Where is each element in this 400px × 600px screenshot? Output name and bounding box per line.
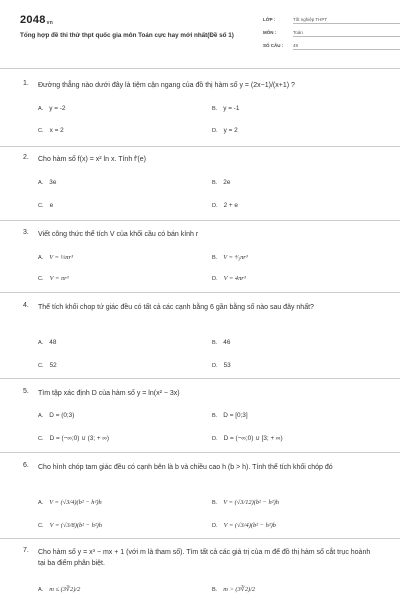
option-text: V = (√3/4)(b² − h²)h xyxy=(49,499,102,506)
option-text: V = πr³ xyxy=(49,275,69,282)
divider xyxy=(0,538,400,539)
option-text: x = 2 xyxy=(49,127,64,134)
option-text: V = (√3/8)(b² − h²)h xyxy=(49,522,103,529)
option-label: A. xyxy=(38,587,44,593)
option-text: D = [0;3] xyxy=(223,412,248,419)
option-b[interactable] xyxy=(212,499,279,506)
option-text: 3e xyxy=(49,179,57,186)
option-text: y = -1 xyxy=(223,105,240,112)
meta-value: Toán xyxy=(293,28,400,37)
option-label: D. xyxy=(212,523,218,529)
option-text: 52 xyxy=(49,362,57,369)
option-label: C. xyxy=(38,203,44,209)
option-text: 2 + e xyxy=(223,202,238,209)
option-text: e xyxy=(49,202,54,209)
option-text: V = 4πr³ xyxy=(223,275,246,282)
option-text: V = ⅓πr³ xyxy=(49,254,73,261)
option-text: 53 xyxy=(223,362,231,369)
option-text: V = (√3/4)(b² − h²)b xyxy=(223,522,277,529)
option-label: B. xyxy=(212,180,218,186)
meta-value: 49 xyxy=(293,41,400,50)
option-label: C. xyxy=(38,523,44,529)
divider xyxy=(0,68,400,69)
option-text: 48 xyxy=(49,339,57,346)
option-text: y = 2 xyxy=(223,127,238,134)
question-text: Cho hàm số f(x) = x² ln x. Tính f′(e) xyxy=(38,156,146,163)
option-label: D. xyxy=(212,128,218,134)
option-d[interactable] xyxy=(212,275,246,282)
option-label: A. xyxy=(38,180,44,186)
option-d[interactable] xyxy=(212,434,283,442)
option-label: B. xyxy=(212,413,218,419)
logo-suffix: vn xyxy=(46,20,54,26)
option-c[interactable] xyxy=(38,434,109,442)
meta-label: LỚP : xyxy=(263,17,276,22)
question-number: 4. xyxy=(23,302,29,309)
option-label: C. xyxy=(38,128,44,134)
option-b[interactable] xyxy=(212,339,230,346)
option-label: A. xyxy=(38,500,44,506)
option-c[interactable] xyxy=(38,202,53,209)
option-b[interactable] xyxy=(212,105,239,112)
option-text: D = (−∞;0) ∪ [3; + ∞) xyxy=(223,435,283,442)
option-label: C. xyxy=(38,436,44,442)
option-text: 2e xyxy=(223,179,231,186)
meta-value: Tốt nghiệp THPT xyxy=(293,15,400,24)
page-header xyxy=(10,0,390,60)
question-text: Viết công thức thể tích V của khối cầu có bán kính r xyxy=(38,231,199,238)
option-text: y = -2 xyxy=(49,105,66,112)
question-text: Cho hình chóp tam giác đều có cạnh bên là b và chiều cao h (b > h). Tính thể tích khối chóp đó xyxy=(38,464,333,471)
option-text: m > (3∛2)/2 xyxy=(223,586,256,593)
option-label: B. xyxy=(212,500,218,506)
option-c[interactable] xyxy=(38,127,64,134)
question-number: 6. xyxy=(23,462,29,469)
option-b[interactable] xyxy=(212,412,248,419)
option-label: B. xyxy=(212,340,218,346)
option-a[interactable] xyxy=(38,585,80,593)
option-a[interactable] xyxy=(38,254,73,261)
meta-row-count xyxy=(263,41,400,54)
option-text: V = ⁴⁄₃πr³ xyxy=(223,254,248,261)
option-d[interactable] xyxy=(212,362,231,369)
option-text: 46 xyxy=(223,339,231,346)
question-number: 1. xyxy=(23,80,29,87)
divider xyxy=(0,378,400,379)
option-a[interactable] xyxy=(38,499,102,506)
option-label: D. xyxy=(212,363,218,369)
document-title: Tổng hợp đề thi thử thpt quốc gia môn Toán cực hay mới nhất(Đề số 1) xyxy=(20,32,234,39)
option-c[interactable] xyxy=(38,362,57,369)
option-label: A. xyxy=(38,413,44,419)
option-text: m ≤ (3∛2)/2 xyxy=(49,586,81,593)
question-number: 5. xyxy=(23,388,29,395)
option-label: C. xyxy=(38,276,44,282)
option-d[interactable] xyxy=(212,127,238,134)
question-text: Thể tích khối chop tứ giác đều có tất cả các cạnh bằng 6 gần bằng số nào sau đây nhất? xyxy=(38,304,314,311)
option-text: V = (√3/12)(b² − h²)h xyxy=(223,499,279,506)
option-label: D. xyxy=(212,203,218,209)
option-b[interactable] xyxy=(212,179,230,186)
option-c[interactable] xyxy=(38,522,102,529)
meta-row-subject xyxy=(263,28,400,41)
divider xyxy=(0,292,400,293)
question-text: Tìm tập xác định D của hàm số y = ln(x² − 3x) xyxy=(38,390,180,397)
option-label: D. xyxy=(212,276,218,282)
option-b[interactable] xyxy=(212,585,255,593)
divider xyxy=(0,452,400,453)
question-number: 2. xyxy=(23,154,29,161)
option-a[interactable] xyxy=(38,339,56,346)
option-label: A. xyxy=(38,255,44,261)
meta-label: SỐ CÂU : xyxy=(263,43,284,48)
question-text: Cho hàm số y = x³ − mx + 1 (với m là tham số). Tìm tất cả các giá trị của m để đồ thị hàm số cắt trục hoành tại ba điểm phân biệt. xyxy=(38,549,371,567)
meta-row-class xyxy=(263,15,400,28)
divider xyxy=(0,220,400,221)
option-label: C. xyxy=(38,363,44,369)
option-label: B. xyxy=(212,106,218,112)
question-number: 7. xyxy=(23,547,29,554)
option-label: B. xyxy=(212,587,218,593)
meta-label: MÔN : xyxy=(263,30,277,35)
option-c[interactable] xyxy=(38,275,69,282)
option-d[interactable] xyxy=(212,202,238,209)
option-label: A. xyxy=(38,340,44,346)
option-d[interactable] xyxy=(212,522,276,529)
option-a[interactable] xyxy=(38,179,56,186)
option-text: D = (−∞;0) ∪ (3; + ∞) xyxy=(49,435,110,442)
option-text: D = (0;3) xyxy=(49,412,75,419)
divider xyxy=(0,146,400,147)
question-number: 3. xyxy=(23,229,29,236)
option-a[interactable] xyxy=(38,412,74,419)
question-text: Đường thẳng nào dưới đây là tiệm cận ngang của đồ thị hàm số y = (2x−1)/(x+1) ? xyxy=(38,82,295,89)
site-logo[interactable] xyxy=(20,14,53,26)
option-label: A. xyxy=(38,106,44,112)
option-label: B. xyxy=(212,255,218,261)
logo-text: 2048 xyxy=(20,14,46,26)
option-label: D. xyxy=(212,436,218,442)
option-a[interactable] xyxy=(38,105,65,112)
document-meta xyxy=(263,15,400,54)
option-b[interactable] xyxy=(212,254,248,261)
